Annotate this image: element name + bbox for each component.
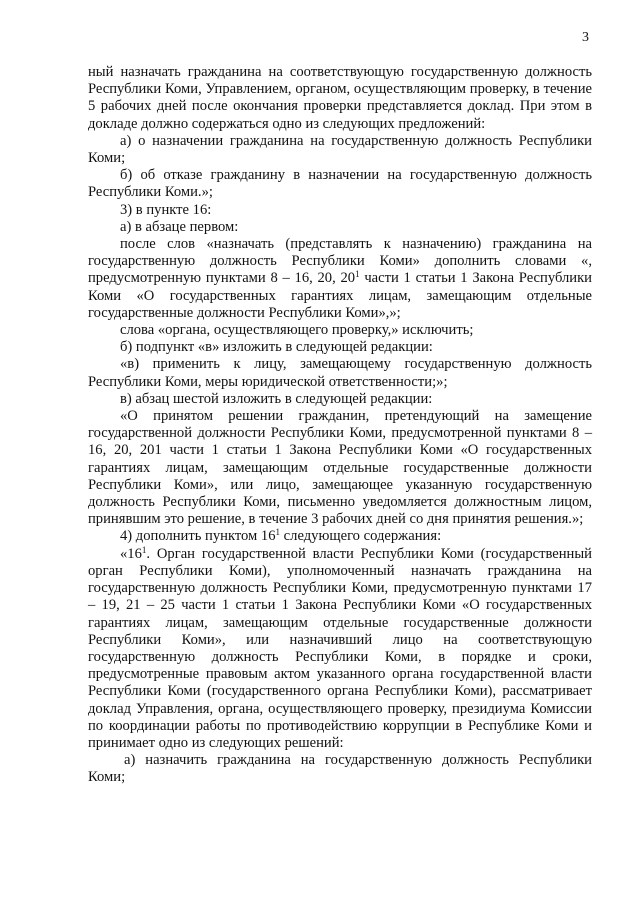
paragraph-text: 4) дополнить пунктом 16: [120, 528, 276, 545]
paragraph-text: части 1 статьи 1 Закона Республики Коми «О государственных гарантиях лицам, замещающим отдельные государственные должности Республики Коми»,»;: [88, 270, 592, 321]
paragraph: б) подпункт «в» изложить в следующей редакции:: [120, 339, 433, 356]
paragraph: а) назначить гражданина на государственную должность Республики Коми;: [88, 752, 592, 786]
paragraph: слова «органа, осуществляющего проверку,» исключить;: [120, 322, 474, 339]
paragraph: [88, 528, 592, 545]
paragraph: ный назначать гражданина на соответствующую государственную должность Республики Коми, Управлением, органом, осуществляющим проверку, в течение 5 рабочих дней после окончания проверки представляется доклад. При этом в докладе должно содержаться одно из следующих предложений:: [88, 64, 592, 132]
document-body: [88, 64, 592, 787]
paragraph-text: . Орган государственной власти Республики Коми (государственный орган Республики Коми), уполномоченный назначать гражданина на государственную должность Республики Коми, предусмотренную пунктами 17 – 19, 21 – 25 части 1 статьи 1 Закона Республики Коми «О государственных гарантиях лицам, замещающим отдельные государственные должности Республики Коми», или назначивший лицо на соответствующую государственную должность Республики Коми, в порядке и сроки, предусмотренные правовым актом указанного органа государственной власти Республики Коми (государственного органа Республики Коми), рассматривает доклад Управления, органа, осуществляющего проверку, президиума Комиссии по координации работы по противодействию коррупции в Республике Коми и принимает одно из следующих решений:: [88, 545, 592, 751]
superscript: 1: [355, 269, 360, 280]
paragraph-text: следующего содержания:: [280, 528, 442, 545]
paragraph: 3) в пункте 16:: [120, 201, 212, 218]
paragraph: а) о назначении гражданина на государственную должность Республики Коми;: [88, 132, 592, 167]
paragraph-text: «16: [120, 545, 142, 562]
superscript: 1: [141, 544, 147, 555]
paragraph-text: после слов «назначать (представлять к назначению) гражданина на государственную должность Республики Коми» дополнить словами «, предусмотренную пунктами 8 – 16, 20, 20: [88, 236, 592, 287]
paragraph: [88, 236, 592, 322]
superscript: 1: [275, 527, 281, 538]
paragraph: б) об отказе гражданину в назначении на государственную должность Республики Коми.»;: [88, 167, 592, 201]
paragraph: «в) применить к лицу, замещающему государственную должность Республики Коми, меры юридической ответственности;»;: [88, 356, 592, 390]
page-number: 3: [582, 30, 589, 45]
paragraph: «О принятом решении гражданин, претендующий на замещение государственной должности Республики Коми, предусмотренной пунктами 8 – 16, 20, 201 части 1 статьи 1 Закона Республики Коми «О государственных гарантиях лицам, замещающим отдельные государственные должности Республики Коми», или лицо, замещающее указанную государственную должность Республики Коми, письменно уведомляется должностным лицом, принявшим это решение, в течение 3 рабочих дней со дня принятия решения.»;: [88, 408, 592, 528]
paragraph: [88, 546, 592, 752]
paragraph: а) в абзаце первом:: [120, 218, 239, 235]
paragraph: в) абзац шестой изложить в следующей редакции:: [120, 390, 433, 407]
